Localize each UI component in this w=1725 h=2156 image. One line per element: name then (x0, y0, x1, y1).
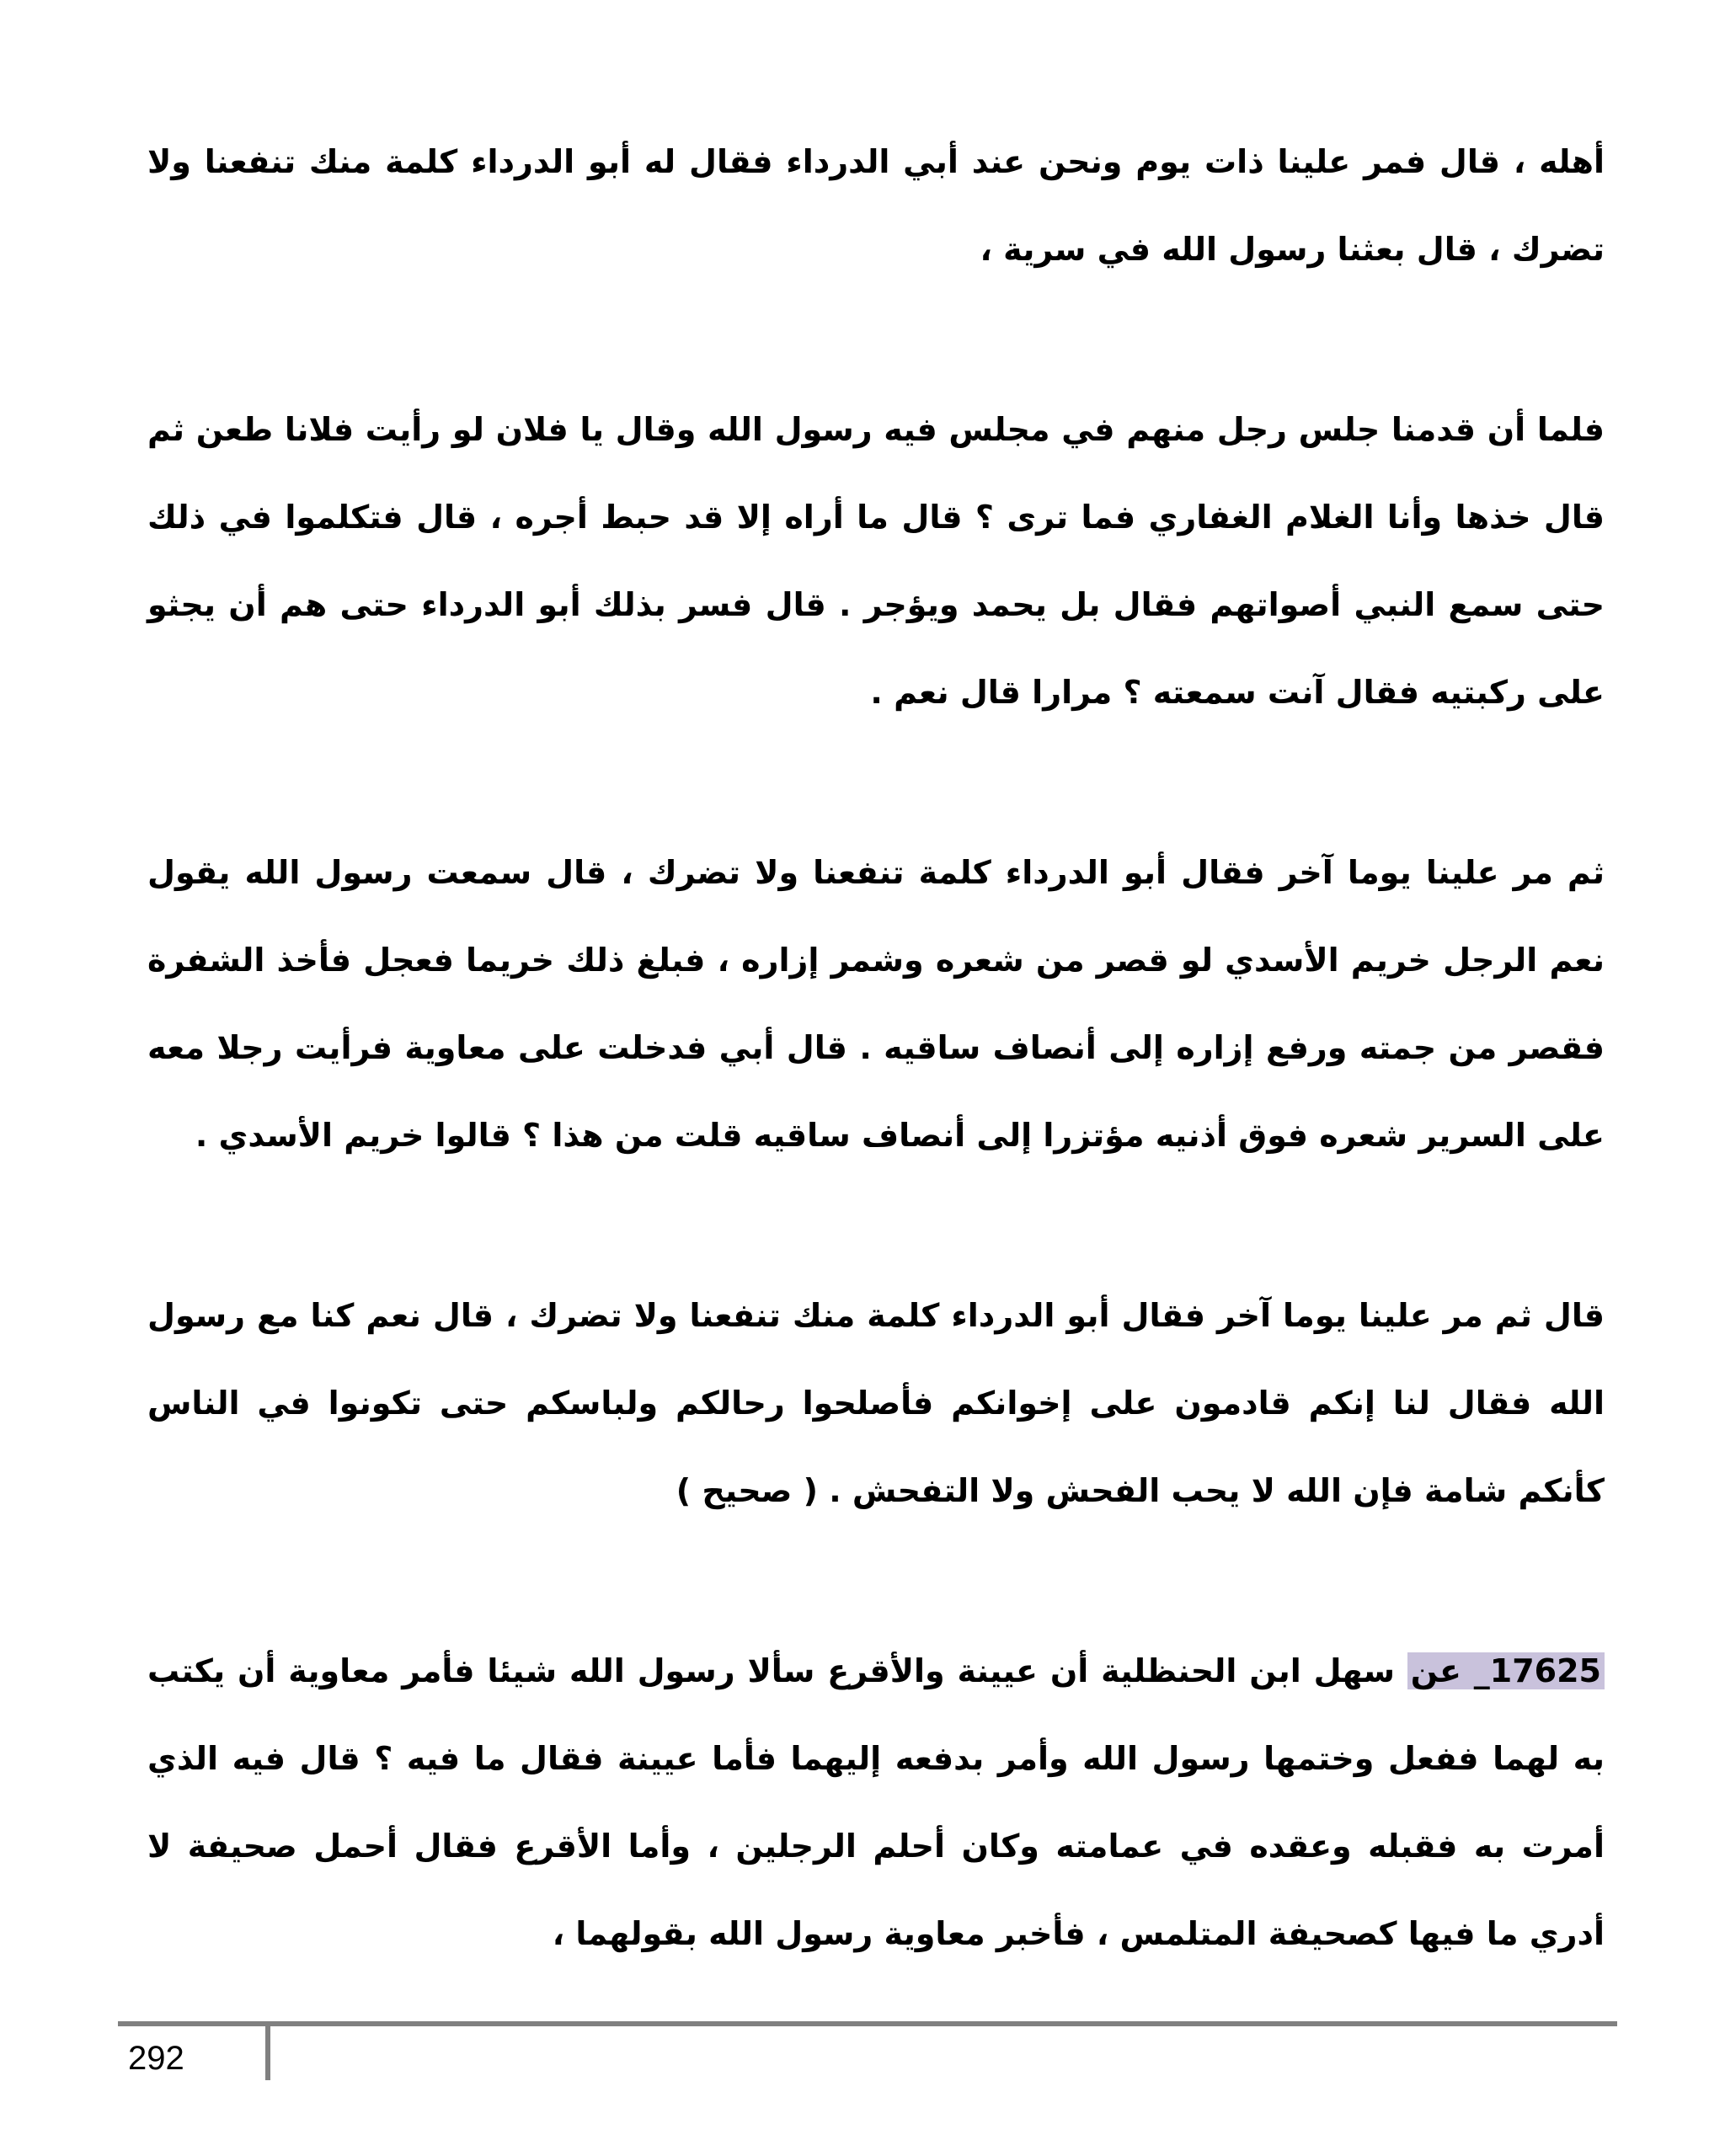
paragraph: أهله ، قال فمر علينا ذات يوم ونحن عند أبي الدرداء فقال له أبو الدرداء كلمة منك تنفعنا ولا تضرك ، قال بعثنا رسول الله في سرية ، (147, 143, 1605, 268)
paragraph: فلما أن قدمنا جلس رجل منهم في مجلس فيه رسول الله وقال يا فلان لو رأيت فلانا طعن ثم قال خذها وأنا الغلام الغفاري فما ترى ؟ قال ما أراه إلا قد حبط أجره ، قال فتكلموا في ذلك حتى سمع النبي أصواتهم فقال بل يحمد ويؤجر . قال فسر بذلك أبو الدرداء حتى هم أن يجثو على ركبتيه فقال آنت سمعته ؟ مرارا قال نعم . (147, 411, 1605, 711)
page-body (147, 118, 1605, 1977)
paragraph: ثم مر علينا يوما آخر فقال أبو الدرداء كلمة تنفعنا ولا تضرك ، قال سمعت رسول الله يقول نعم الرجل خريم الأسدي لو قصر من شعره وشمر إزاره ، فبلغ ذلك خريما فعجل فأخذ الشفرة فقصر من جمته ورفع إزاره إلى أنصاف ساقيه . قال أبي فدخلت على معاوية فرأيت رجلا معه على السرير شعره فوق أذنيه مؤتزرا إلى أنصاف ساقيه قلت من هذا ؟ قالوا خريم الأسدي . (147, 854, 1605, 1154)
hadith-paragraph (147, 1627, 1605, 1977)
footer-rule (118, 2021, 1617, 2026)
hadith-number-highlight: 17625_ عن (1407, 1652, 1605, 1689)
footer-divider (265, 2021, 270, 2080)
page-number: 292 (128, 2040, 184, 2077)
hadith-text: سهل ابن الحنظلية أن عيينة والأقرع سألا رسول الله شيئا فأمر معاوية أن يكتب به لهما ففعل وختمها رسول الله وأمر بدفعه إليهما فأما عيينة فقال ما فيه ؟ قال فيه الذي أمرت به فقبله وعقده في عمامته وكان أحلم الرجلين ، وأما الأقرع فقال أحمل صحيفة لا أدري ما فيها كصحيفة المتلمس ، فأخبر معاوية رسول الله بقولهما ، (147, 1652, 1605, 1952)
page-footer (118, 2021, 1617, 2089)
paragraph: قال ثم مر علينا يوما آخر فقال أبو الدرداء كلمة منك تنفعنا ولا تضرك ، قال نعم كنا مع رسول الله فقال لنا إنكم قادمون على إخوانكم فأصلحوا رحالكم ولباسكم حتى تكونوا في الناس كأنكم شامة فإن الله لا يحب الفحش ولا التفحش . ( صحيح ) (147, 1297, 1605, 1509)
